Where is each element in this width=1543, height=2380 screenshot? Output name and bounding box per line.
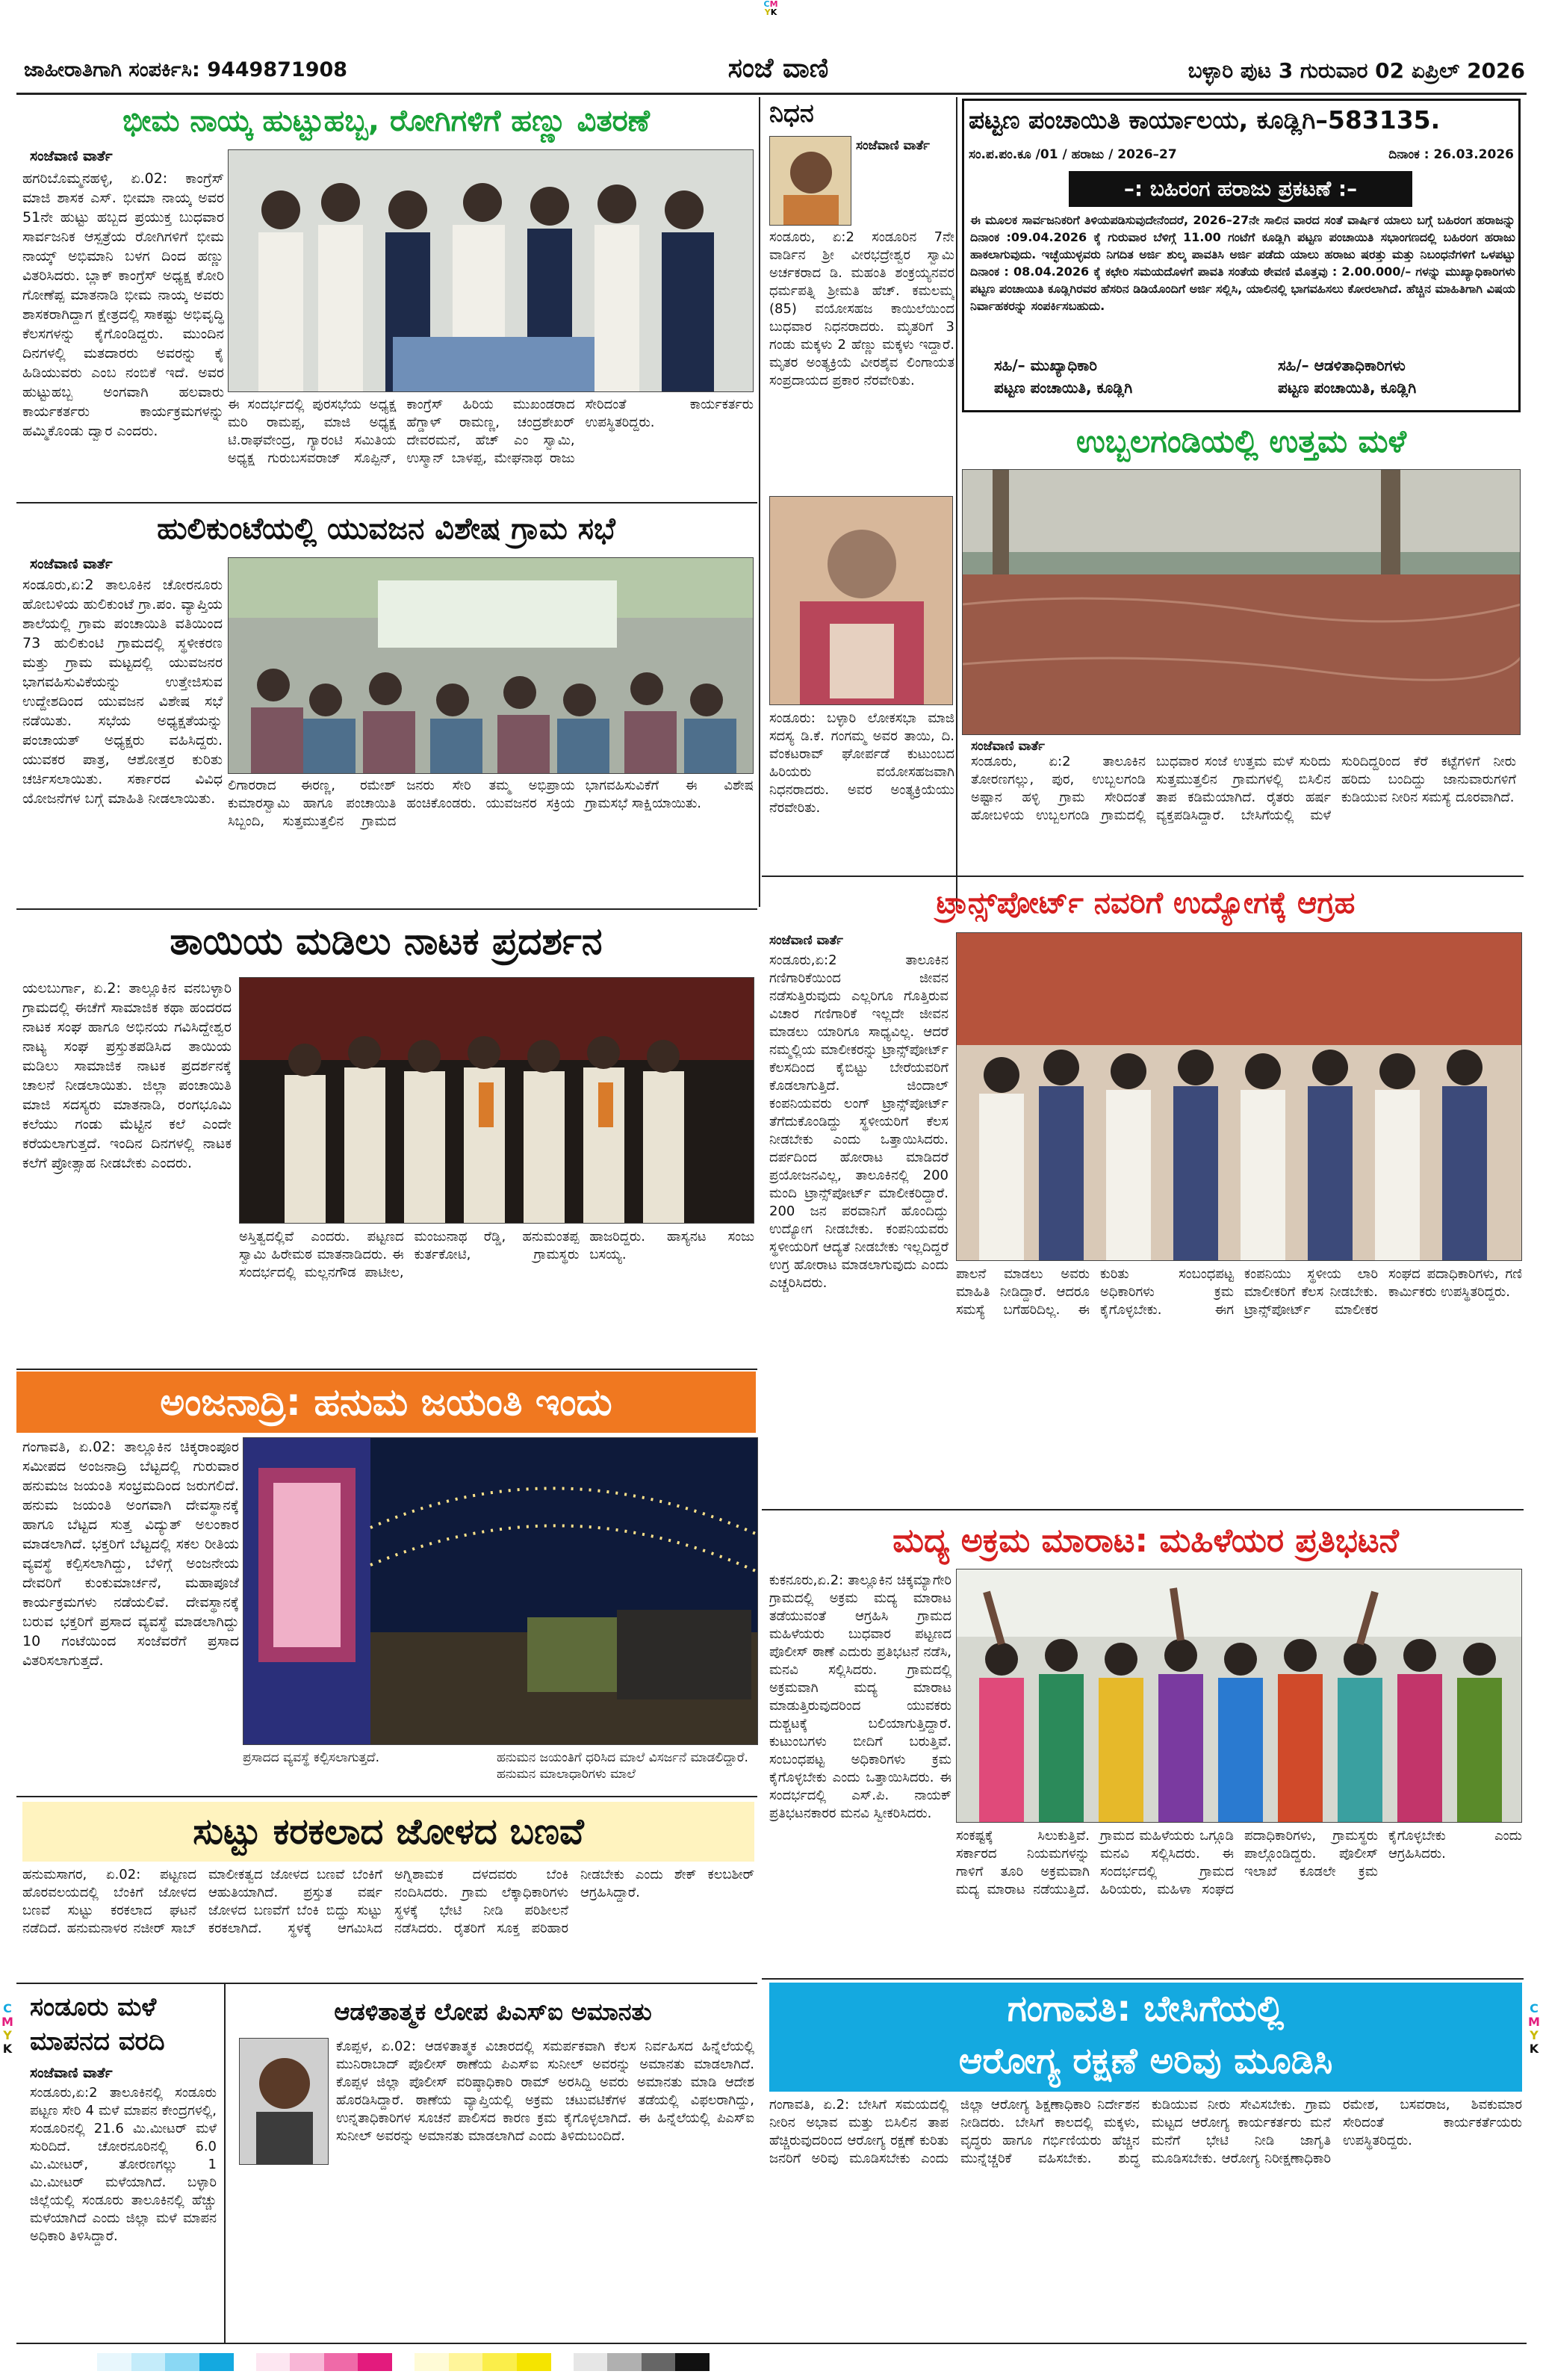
cmyk-side-left: C M Y K	[1, 2002, 13, 2056]
flooded-area-image	[963, 470, 1521, 735]
nidhana-photo-2	[769, 496, 953, 705]
sandur-rain-byline: ಸಂಜೆವಾಣಿ ವಾರ್ತೆ	[30, 2065, 113, 2081]
temple-lights-image	[243, 1438, 758, 1745]
nidhana-body2: ಸಂಡೂರು: ಬಳ್ಳಾರಿ ಲೋಕಸಭಾ ಮಾಜಿ ಸದಸ್ಯ ಡಿ.ಕೆ. ಗಂಗಮ್ಮ ಅವರ ತಾಯಿ, ದಿ. ವೆಂಕಟರಾವ್ ಘೋರ್ಪಡೆ ಕುಟುಂಬದ ಹಿರಿಯರು ವಯೋಸಹಜವಾಗಿ ನಿಧನರಾದರು. ಅವರ ಅಂತ್ಯಕ್ರಿಯೆಯು ನೆರವೇರಿತು.	[769, 710, 954, 816]
masthead	[636, 52, 920, 91]
dateline: ಬಳ್ಳಾರಿ ಪುಟ 3 ಗುರುವಾರ 02 ಏಪ್ರಿಲ್ 2026	[1187, 58, 1525, 83]
hanuma-cap1: ಪ್ರಸಾದದ ವ್ಯವಸ್ಥೆ ಕಲ್ಪಿಸಲಾಗುತ್ತದೆ.	[243, 1750, 379, 1765]
header-bar	[16, 52, 1527, 91]
sandur-rain-body: ಸಂಡೂರು,ಏ:2 ತಾಲೂಕಿನಲ್ಲಿ ಸಂಡೂರು ಪಟ್ಟಣ ಸೇರಿ 4 ಮಳೆ ಮಾಪನ ಕೇಂದ್ರಗಳಲ್ಲಿ, ಸಂಡೂರಿನಲ್ಲಿ 21.6 ಮಿ.ಮೀಟರ್ ಮಳೆ ಸುರಿದಿದೆ. ಚೋರನೂರಿನಲ್ಲಿ 6.0 ಮಿ.ಮೀಟರ್, ತೋರಣಗಲ್ಲು 1 ಮಿ.ಮೀಟರ್ ಮಳೆಯಾಗಿದೆ. ಬಳ್ಳಾರಿ ಜಿಲ್ಲೆಯಲ್ಲಿ ಸಂಡೂರು ತಾಲೂಕಿನಲ್ಲಿ ಹೆಚ್ಚು ಮಳೆಯಾಗಿದೆ ಎಂದು ಜಿಲ್ಲಾ ಮಳೆ ಮಾಪನ ಅಧಿಕಾರಿ ತಿಳಿಸಿದ್ದಾರೆ.	[30, 2085, 217, 2244]
bhima-body: ಹಗರಿಬೊಮ್ಮನಹಳ್ಳಿ, ಏ.02: ಕಾಂಗ್ರೆಸ್ ಮಾಜಿ ಶಾಸಕ ಎಸ್. ಭೀಮಾ ನಾಯ್ಕ ಅವರ 51ನೇ ಹುಟ್ಟು ಹಬ್ಬದ ಪ್ರಯುಕ್ತ ಬುಧವಾರ ಸಾರ್ವಜನಿಕ ಆಸ್ಪತ್ರೆಯ ರೋಗಿಗಳಿಗೆ ಭೀಮ ನಾಯ್ಕ್ ಅಭಿಮಾನಿ ಬಳಗ ದಿಂದ ಹಣ್ಣು ವಿತರಿಸಿದರು. ಬ್ಲಾಕ್ ಕಾಂಗ್ರೆಸ್ ಅಧ್ಯಕ್ಷ ಕೋರಿ ಗೋಣೆಪ್ಪ ಮಾತನಾಡಿ ಭೀಮ ನಾಯ್ಕ ಅವರು ಶಾಸಕರಾಗಿದ್ದಾಗ ಕ್ಷೇತ್ರದಲ್ಲಿ ಸಾಕಷ್ಟು ಅಭಿವೃದ್ಧಿ ಕೆಲಸಗಳನ್ನು ಕೈಗೊಂಡಿದ್ದರು. ಮುಂದಿನ ದಿನಗಳಲ್ಲಿ ಮತದಾರರು ಅವರನ್ನು ಕೈ ಹಿಡಿಯುವರು ಎಂಬ ನಂಬಿಕೆ ಇದೆ. ಅವರ ಹುಟ್ಟುಹಬ್ಬ ಅಂಗವಾಗಿ ಹಲವಾರು ಕಾರ್ಯಕರ್ತರು ಕಾರ್ಯಕ್ರಮಗಳನ್ನು ಹಮ್ಮಿಕೊಂಡು ದ್ವಾರ ಎಂದರು.	[22, 170, 224, 439]
hanuma-body: ಗಂಗಾವತಿ, ಏ.02: ತಾಲ್ಲೂಕಿನ ಚಿಕ್ಕರಾಂಪೂರ ಸಮೀಪದ ಅಂಜನಾದ್ರಿ ಬೆಟ್ಟದಲ್ಲಿ ಗುರುವಾರ ಹನುಮಜ ಜಯಂತಿ ಸಂಭ್ರಮದಿಂದ ಜರುಗಲಿದೆ. ಹನುಮ ಜಯಂತಿ ಅಂಗವಾಗಿ ದೇವಸ್ಥಾನಕ್ಕೆ ಹಾಗೂ ಬೆಟ್ಟದ ಸುತ್ತ ವಿದ್ಯುತ್ ಅಲಂಕಾರ ಮಾಡಲಾಗಿದೆ. ಭಕ್ತರಿಗೆ ಬೆಟ್ಟದಲ್ಲಿ ಸಕಲ ರೀತಿಯ ವ್ಯವಸ್ಥೆ ಕಲ್ಪಿಸಲಾಗಿದ್ದು, ಬೆಳಿಗ್ಗೆ ಅಂಜನೇಯ ದೇವರಿಗೆ ಕುಂಕುಮಾರ್ಚನೆ, ಮಹಾಪೂಜೆ ಕಾರ್ಯಕ್ರಮಗಳು ನಡೆಯಲಿವೆ. ದೇವಸ್ಥಾನಕ್ಕೆ ಬರುವ ಭಕ್ತರಿಗೆ ಪ್ರಸಾದ ವ್ಯವಸ್ಥೆ ಮಾಡಲಾಗಿದ್ದು 10 ಗಂಟೆಯಿಂದ ಸಂಜೆವರೆಗೆ ಪ್ರಸಾದ ವಿತರಿಸಲಾಗುತ್ತದೆ.	[22, 1439, 239, 1669]
nidhana-body: ಸಂಡೂರು, ಏ:2 ಸಂಡೂರಿನ 7ನೇ ವಾರ್ಡಿನ ಶ್ರೀ ವೀರಭದ್ರೇಶ್ವರ ಸ್ವಾಮಿ ಅರ್ಚಕರಾದ ಡಿ. ಮಹಂತಿ ಶಂಕ್ರಯ್ಯನವರ ಧರ್ಮಪತ್ನಿ ಶ್ರೀಮತಿ ಹೆಚ್. ಕಮಲಮ್ಮ (85) ವಯೋಸಹಜ ಕಾಯಿಲೆಯಿಂದ ಬುಧವಾರ ನಿಧನರಾದರು. ಮೃತರಿಗೆ 3 ಗಂಡು ಮಕ್ಕಳು 2 ಹೆಣ್ಣು ಮಕ್ಕಳು ಇದ್ದಾರೆ. ಮೃತರ ಅಂತ್ಯಕ್ರಿಯೆ ವೀರಶೈವ ಲಿಂಗಾಯತ ಸಂಪ್ರದಾಯದ ಪ್ರಕಾರ ನೆರವೇರಿತು.	[769, 229, 954, 388]
ubbalagandi-headline: ಉಬ್ಬಲಗಂಡಿಯಲ್ಲಿ ಉತ್ತಮ ಮಳೆ	[1075, 423, 1407, 459]
bhima-byline: ಸಂಜೆವಾಣಿ ವಾರ್ತೆ	[30, 148, 113, 164]
tayiya-caption: ಅಸ್ತಿತ್ವದಲ್ಲಿವೆ ಎಂದರು. ಪಟ್ಟಣದ ಸ್ವಾಮಿ ಹಿರೇಮಠ ಮಾತನಾಡಿದರು. ಈ ಸಂದರ್ಭದಲ್ಲಿ ಮಲ್ಲನಗೌಡ ಪಾಟೀಲ, ಮಂಜುನಾಥ ರೆಡ್ಡಿ, ಹನುಮಂತಪ್ಪ ಕುರ್ತಕೋಟಿ, ಗ್ರಾಮಸ್ಥರು ಹಾಜರಿದ್ದರು. ಹಾಸ್ಯನಟ ಸಂಜು ಬಸಯ್ಯ.	[239, 1229, 754, 1280]
notice-sig-left-1: ಸಹಿ/– ಮುಖ್ಯಾಧಿಕಾರಿ	[994, 356, 1097, 374]
protest-group-image	[957, 933, 1522, 1261]
transport-body2: ಪಾಲನೆ ಮಾಡಲು ಅವರು ಮಾಹಿತಿ ನೀಡಿದ್ದಾರೆ. ಆದರೂ ಸಮಸ್ಯೆ ಬಗೆಹರಿದಿಲ್ಲ. ಈ ಕುರಿತು ಸಂಬಂಧಪಟ್ಟ ಅಧಿಕಾರಿಗಳು ಕ್ರಮ ಕೈಗೊಳ್ಳಬೇಕು. ಈಗ ಕಂಪನಿಯು ಸ್ಥಳೀಯ ಲಾರಿ ಮಾಲೀಕರಿಗೆ ಕೆಲಸ ನೀಡಬೇಕು. ಟ್ರಾನ್ಸ್‌ಪೋರ್ಟ್ ಮಾಲೀಕರ ಸಂಘದ ಪದಾಧಿಕಾರಿಗಳು, ಗಣಿ ಕಾರ್ಮಿಕರು ಉಪಸ್ಥಿತರಿದ್ದರು.	[956, 1266, 1522, 1318]
suttu-body: ಹನುಮಸಾಗರ, ಏ.02: ಪಟ್ಟಣದ ಹೊರವಲಯದಲ್ಲಿ ಬೆಂಕಿಗೆ ಜೋಳದ ಬಣವೆ ಸುಟ್ಟು ಕರಕಲಾದ ಘಟನೆ ನಡೆದಿದೆ. ಹನುಮನಾಳರ ನಜೀರ್ ಸಾಬ್ ಮಾಲೀಕತ್ವದ ಜೋಳದ ಬಣವೆ ಬೆಂಕಿಗೆ ಆಹುತಿಯಾಗಿದೆ. ಪ್ರಸ್ತುತ ವರ್ಷ ಜೋಳದ ಬಣವೆಗೆ ಬೆಂಕಿ ಬಿದ್ದು ಸುಟ್ಟು ಕರಕಲಾಗಿದೆ. ಸ್ಥಳಕ್ಕೆ ಆಗಮಿಸಿದ ಅಗ್ನಿಶಾಮಕ ದಳದವರು ಬೆಂಕಿ ನಂದಿಸಿದರು. ಗ್ರಾಮ ಲೆಕ್ಕಾಧಿಕಾರಿಗಳು ಸ್ಥಳಕ್ಕೆ ಭೇಟಿ ನೀಡಿ ಪರಿಶೀಲನೆ ನಡೆಸಿದರು. ರೈತರಿಗೆ ಸೂಕ್ತ ಪರಿಹಾರ ನೀಡಬೇಕು ಎಂದು ಶೇಕ್ ಕಲಬಶೀರ್ ಆಗ್ರಹಿಸಿದ್ದಾರೆ.	[22, 1867, 754, 1936]
ubbalagandi-body: ಸಂಡೂರು, ಏ:2 ತಾಲೂಕಿನ ತೋರಣಗಲ್ಲು, ಪುರ, ಉಬ್ಬಲಗಂಡಿ ಅಷ್ಟಾನ ಹಳ್ಳಿ ಗ್ರಾಮ ಸೇರಿದಂತೆ ಹೋಬಳಿಯ ಉಬ್ಬಲಗಂಡಿ ಗ್ರಾಮದಲ್ಲಿ ಬುಧವಾರ ಸಂಜೆ ಉತ್ತಮ ಮಳೆ ಸುರಿದು ಸುತ್ತಮುತ್ತಲಿನ ಗ್ರಾಮಗಳಲ್ಲಿ ಬಿಸಿಲಿನ ತಾಪ ಕಡಿಮೆಯಾಗಿದೆ. ರೈತರು ಹರ್ಷ ವ್ಯಕ್ತಪಡಿಸಿದ್ದಾರೆ. ಬೇಸಿಗೆಯಲ್ಲಿ ಮಳೆ ಸುರಿದಿದ್ದರಿಂದ ಕೆರೆ ಕಟ್ಟೆಗಳಿಗೆ ನೀರು ಹರಿದು ಬಂದಿದ್ದು ಜಾನುವಾರುಗಳಿಗೆ ಕುಡಿಯುವ ನೀರಿನ ಸಮಸ್ಯೆ ದೂರವಾಗಿದೆ.	[971, 754, 1516, 823]
halikunte-photo	[228, 557, 754, 774]
nidhana-photo-1	[769, 136, 851, 226]
halikunte-headline: ಹುಲಿಕುಂಟೆಯಲ್ಲಿ ಯುವಜನ ವಿಶೇಷ ಗ್ರಾಮ ಸಭೆ	[157, 512, 615, 546]
auction-notice	[962, 99, 1521, 412]
sandur-rain-line2: ಮಾಪನದ ವರದಿ	[30, 2027, 165, 2057]
portrait-image	[240, 2039, 329, 2165]
madya-photo	[956, 1569, 1522, 1823]
ubbalagandi-byline: ಸಂಜೆವಾಣಿ ವಾರ್ತೆ	[971, 739, 1045, 754]
portrait-image	[770, 137, 851, 226]
gangavati-headline	[769, 1983, 1522, 2092]
gangavati-line2: ಆರೋಗ್ಯ ರಕ್ಷಣೆ ಅರಿವು ಮೂಡಿಸಿ	[958, 2040, 1333, 2082]
madya-body: ಕುಕನೂರು,ಏ.2: ತಾಲ್ಲೂಕಿನ ಚಿಕ್ಕಮ್ಯಾಗೇರಿ ಗ್ರಾಮದಲ್ಲಿ ಅಕ್ರಮ ಮದ್ಯ ಮಾರಾಟ ತಡೆಯುವಂತೆ ಆಗ್ರಹಿಸಿ ಗ್ರಾಮದ ಮಹಿಳೆಯರು ಬುಧವಾರ ಪಟ್ಟಣದ ಪೊಲೀಸ್ ಠಾಣೆ ಎದುರು ಪ್ರತಿಭಟನೆ ನಡೆಸಿ, ಮನವಿ ಸಲ್ಲಿಸಿದರು. ಗ್ರಾಮದಲ್ಲಿ ಅಕ್ರಮವಾಗಿ ಮದ್ಯ ಮಾರಾಟ ಮಾಡುತ್ತಿರುವುದರಿಂದ ಯುವಕರು ದುಶ್ಚಟಕ್ಕೆ ಬಲಿಯಾಗುತ್ತಿದ್ದಾರೆ. ಕುಟುಂಬಗಳು ಬೀದಿಗೆ ಬರುತ್ತಿವೆ. ಸಂಬಂಧಪಟ್ಟ ಅಧಿಕಾರಿಗಳು ಕ್ರಮ ಕೈಗೊಳ್ಳಬೇಕು ಎಂದು ಒತ್ತಾಯಿಸಿದರು. ಈ ಸಂದರ್ಭದಲ್ಲಿ ಎಸ್.ಪಿ. ನಾಯಕ್ ಪ್ರತಿಭಟನಕಾರರ ಮನವಿ ಸ್ವೀಕರಿಸಿದರು.	[769, 1572, 951, 1821]
hanuma-photo	[243, 1437, 758, 1745]
tayiya-headline: ತಾಯಿಯ ಮಡಿಲು ನಾಟಕ ಪ್ರದರ್ಶನ	[170, 919, 603, 963]
madya-body-cont: ಸಂಕಷ್ಟಕ್ಕೆ ಸಿಲುಕುತ್ತಿವೆ. ಸರ್ಕಾರದ ನಿಯಮಗಳನ್ನು ಗಾಳಿಗೆ ತೂರಿ ಅಕ್ರಮವಾಗಿ ಮದ್ಯ ಮಾರಾಟ ನಡೆಯುತ್ತಿದೆ. ಗ್ರಾಮದ ಮಹಿಳೆಯರು ಒಗ್ಗೂಡಿ ಮನವಿ ಸಲ್ಲಿಸಿದರು. ಈ ಸಂದರ್ಭದಲ್ಲಿ ಗ್ರಾಮದ ಹಿರಿಯರು, ಮಹಿಳಾ ಸಂಘದ ಪದಾಧಿಕಾರಿಗಳು, ಗ್ರಾಮಸ್ಥರು ಪಾಲ್ಗೊಂಡಿದ್ದರು. ಪೊಲೀಸ್ ಇಲಾಖೆ ಕೂಡಲೇ ಕ್ರಮ ಕೈಗೊಳ್ಳಬೇಕು ಎಂದು ಆಗ್ರಹಿಸಿದರು.	[956, 1828, 1522, 1897]
transport-byline: ಸಂಜೆವಾಣಿ ವಾರ್ತೆ	[769, 933, 843, 948]
sandur-rain-headline	[30, 1990, 217, 2062]
bhima-caption: ಈ ಸಂದರ್ಭದಲ್ಲಿ ಪುರಸಭೆಯ ಅಧ್ಯಕ್ಷ ಮರಿ ರಾಮಪ್ಪ, ಮಾಜಿ ಅಧ್ಯಕ್ಷ ಟಿ.ರಾಘವೇಂದ್ರ, ಗ್ಯಾರಂಟಿ ಸಮಿತಿಯ ಅಧ್ಯಕ್ಷ ಗುರುಬಸವರಾಜ್ ಸೊಪ್ಪಿನ್, ಕಾಂಗ್ರೆಸ್ ಹಿರಿಯ ಮುಖಂಡರಾದ ಹೆಗ್ಡಾಳ್ ರಾಮಣ್ಣ, ಚಂದ್ರಶೇಖರ್ ದೇವರಮನೆ, ಹೆಚ್ ಎಂ ಸ್ವಾಮಿ, ಉಸ್ಮಾನ್ ಬಾಳಪ್ಪ, ಮೇಘನಾಥ ರಾಜು ಸೇರಿದಂತೆ ಕಾರ್ಯಕರ್ತರು ಉಪಸ್ಥಿತರಿದ್ದರು.	[228, 397, 754, 466]
notice-office: ಪಟ್ಟಣ ಪಂಚಾಯಿತಿ ಕಾರ್ಯಾಲಯ, ಕೂಡ್ಲಿಗಿ–583135.	[969, 105, 1441, 134]
notice-ref: ಸಂ.ಪ.ಪಂ.ಕೂ /01 / ಹರಾಜು / 2026–27	[969, 147, 1177, 162]
women-protest-image	[957, 1569, 1522, 1823]
group-people-image	[229, 150, 754, 392]
cmyk-side-right: C M Y K	[1528, 2002, 1540, 2056]
hanuma-cap2: ಹನುಮನ ಜಯಂತಿಗೆ ಧರಿಸಿದ ಮಾಲೆ ವಿಸರ್ಜನೆ ಮಾಡಲಿದ್ದಾರೆ. ಹನುಮನ ಮಾಲಾಧಾರಿಗಳು ಮಾಲೆ	[497, 1750, 748, 1782]
nidhana-byline: ಸಂಜೆವಾಣಿ ವಾರ್ತೆ	[856, 138, 930, 153]
ad-contact: ಜಾಹೀರಾತಿಗಾಗಿ ಸಂಪರ್ಕಿಸಿ: 9449871908	[24, 58, 348, 81]
psi-photo	[239, 2038, 329, 2165]
elderly-portrait-image	[770, 497, 953, 705]
halikunte-body: ಸಂಡೂರು,ಏ:2 ತಾಲೂಕಿನ ಚೋರನೂರು ಹೋಬಳಿಯ ಹುಲಿಕುಂಟೆ ಗ್ರಾ.ಪಂ. ವ್ಯಾಪ್ತಿಯ ಶಾಲೆಯಲ್ಲಿ ಗ್ರಾಮ ಪಂಚಾಯಿತಿ ವತಿಯಿಂದ 73 ಹುಲಿಕುಂಟಿ ಗ್ರಾಮದಲ್ಲಿ ಸ್ಥಳೀಕರಣ ಮತ್ತು ಗ್ರಾಮ ಮಟ್ಟದಲ್ಲಿ ಯುವಜನರ ಭಾಗವಹಿಸುವಿಕೆಯನ್ನು ಉತ್ತೇಜಿಸುವ ಉದ್ದೇಶದಿಂದ ಯುವಜನ ವಿಶೇಷ ಸಭೆ ನಡೆಯಿತು. ಸಭೆಯ ಅಧ್ಯಕ್ಷತೆಯನ್ನು ಪಂಚಾಯತ್ ಅಧ್ಯಕ್ಷರು ವಹಿಸಿದ್ದರು. ಯುವಕರ ಪಾತ್ರ, ಆಶೋತ್ತರ ಕುರಿತು ಚರ್ಚಿಸಲಾಯಿತು. ಸರ್ಕಾರದ ವಿವಿಧ ಯೋಜನೆಗಳ ಬಗ್ಗೆ ಮಾಹಿತಿ ನೀಡಲಾಯಿತು.	[22, 577, 223, 807]
bhima-headline: ಭೀಮ ನಾಯ್ಕ ಹುಟ್ಟುಹಬ್ಬ, ರೋಗಿಗಳಿಗೆ ಹಣ್ಣು ವಿತರಣೆ	[122, 104, 650, 138]
suttu-headline: ಸುಟ್ಟು ಕರಕಲಾದ ಜೋಳದ ಬಣವೆ	[22, 1802, 754, 1862]
halikunte-caption: ಲಿಗಾರರಾದ ಈರಣ್ಣ, ರಮೇಶ್ ಕುಮಾರಸ್ವಾಮಿ ಹಾಗೂ ಪಂಚಾಯಿತಿ ಸಿಬ್ಬಂದಿ, ಸುತ್ತಮುತ್ತಲಿನ ಗ್ರಾಮದ ಜನರು ಸೇರಿ ತಮ್ಮ ಅಭಿಪ್ರಾಯ ಹಂಚಿಕೊಂಡರು. ಯುವಜನರ ಸಕ್ರಿಯ ಭಾಗವಹಿಸುವಿಕೆಗೆ ಈ ವಿಶೇಷ ಗ್ರಾಮಸಭೆ ಸಾಕ್ಷಿಯಾಯಿತು.	[228, 778, 754, 829]
notice-body: ಈ ಮೂಲಕ ಸಾರ್ವಜನಿಕರಿಗೆ ತಿಳಿಯಪಡಿಸುವುದೇನೆಂದರೆ, 2026–27ನೇ ಸಾಲಿನ ವಾರದ ಸಂತೆ ವಾರ್ಷಿಕ ಯಾಲು ಬಗ್ಗೆ ಬಹಿರಂಗ ಹರಾಜನ್ನು ದಿನಾಂಕ :09.04.2026 ಕ್ಕೆ ಗುರುವಾರ ಬೆಳಿಗ್ಗೆ 11.00 ಗಂಟೆಗೆ ಕೂಡ್ಲಿಗಿ ಪಟ್ಟಣ ಪಂಚಾಯಿತಿ ಸಭಾಂಗಣದಲ್ಲಿ ಬಹಿರಂಗ ಹರಾಜು ಹಾಕಲಾಗುವುದು. ಇಚ್ಛೆಯುಳ್ಳವರು ನಿಗದಿತ ಅರ್ಜಿ ಶುಲ್ಕ ಪಾವತಿಸಿ ಅರ್ಜಿ ಪಡೆದು ಯಾಲು ಹರಾಜು ಷರತ್ತು ಮತ್ತು ನಿಬಂಧನೆಗಳಿಗೆ ಒಳಪಟ್ಟು ದಿನಾಂಕ : 08.04.2026 ಕ್ಕೆ ಕಛೇರಿ ಸಮಯದೊಳಗೆ ಪಾವತಿ ಸಂತೆಯ ಠೇವಣಿ ಮೊತ್ತವು : 2.00.000/– ಗಳನ್ನು ಮುಖ್ಯಾಧಿಕಾರಿಗಳು ಪಟ್ಟಣ ಪಂಚಾಯಿತಿ ಕೂಡ್ಲಿಗಿರವರ ಹೆಸರಿನ ಡಿಡಿಯೊಂದಿಗೆ ಅರ್ಜಿ ಸಲ್ಲಿಸಿ, ಯಾಲಿನಲ್ಲಿ ಭಾಗವಹಿಸಲು ಕೋರಲಾಗಿದೆ. ಹೆಚ್ಚಿನ ಮಾಹಿತಿಗಾಗಿ ವಿಷಯ ನಿರ್ವಾಹಕರನ್ನು ಸಂಪರ್ಕಿಸಬಹುದು.	[970, 213, 1515, 313]
transport-body: ಸಂಡೂರು,ಏ:2 ತಾಲೂಕಿನ ಗಣಿಗಾರಿಕೆಯಿಂದ ಜೀವನ ನಡೆಸುತ್ತಿರುವುದು ಎಲ್ಲರಿಗೂ ಗೊತ್ತಿರುವ ವಿಚಾರ ಗಣಿಗಾರಿಕೆ ಇಲ್ಲದೇ ಜೀವನ ಮಾಡಲು ಯಾರಿಗೂ ಸಾಧ್ಯವಿಲ್ಲ. ಆದರೆ ನಮ್ಮಲ್ಲಿಯ ಮಾಲೀಕರನ್ನು ಟ್ರಾನ್ಸ್‌ಪೋರ್ಟ್ ಕೆಲಸದಿಂದ ಕೈಬಿಟ್ಟು ಬೇರೆಯವರಿಗೆ ಕೊಡಲಾಗುತ್ತಿದೆ. ಜಿಂದಾಲ್ ಕಂಪನಿಯವರು ಲಂಗ್ ಟ್ರಾನ್ಸ್‌ಪೋರ್ಟ್ ತೆಗೆದುಕೊಂಡಿದ್ದು ಸ್ಥಳೀಯರಿಗೆ ಕೆಲಸ ನೀಡಬೇಕು ಎಂದು ಒತ್ತಾಯಿಸಿದರು. ದರ್ಪದಿಂದ ಹೋರಾಟ ಮಾಡಿದರೆ ಪ್ರಯೋಜನವಿಲ್ಲ, ತಾಲೂಕಿನಲ್ಲಿ 200 ಮಂದಿ ಟ್ರಾನ್ಸ್‌ಪೋರ್ಟ್ ಮಾಲೀಕರಿದ್ದಾರೆ. 200 ಜನ ಪರವಾನಿಗೆ ಹೊಂದಿದ್ದು ಉದ್ಯೋಗ ನೀಡಬೇಕು. ಕಂಪನಿಯವರು ಸ್ಥಳೀಯರಿಗೆ ಆದ್ಯತೆ ನೀಡಬೇಕು ಇಲ್ಲದಿದ್ದರೆ ಉಗ್ರ ಹೋರಾಟ ಮಾಡಲಾಗುವುದು ಎಂದು ಎಚ್ಚರಿಸಿದರು.	[769, 952, 949, 1291]
stage-event-image	[240, 978, 754, 1224]
halikunte-byline: ಸಂಜೆವಾಣಿ ವಾರ್ತೆ	[30, 556, 113, 572]
masthead-title: ಸಂಜೆ ವಾಣಿ	[727, 52, 829, 84]
notice-sig-right-2: ಪಟ್ಟಣ ಪಂಚಾಯಿತಿ, ಕೂಡ್ಲಿಗಿ	[1278, 379, 1417, 397]
meeting-hall-image	[229, 558, 754, 774]
nidhana-headline: ನಿಧನ	[769, 99, 814, 128]
sandur-rain-line1: ಸಂಡೂರು ಮಳೆ	[30, 1992, 157, 2022]
notice-date: ದಿನಾಂಕ : 26.03.2026	[1388, 147, 1514, 162]
gangavati-line1: ಗಂಗಾವತಿ: ಬೇಸಿಗೆಯಲ್ಲಿ	[1007, 1988, 1285, 2030]
color-calibration-bar	[97, 2353, 710, 2371]
tayiya-body: ಯಲಬುರ್ಗಾ, ಏ.2: ತಾಲ್ಲೂಕಿನ ವನಬಳ್ಳಾರಿ ಗ್ರಾಮದಲ್ಲಿ ಈಚೆಗೆ ಸಾಮಾಜಿಕ ಕಥಾ ಹಂದರದ ನಾಟಕ ಸಂಘ ಹಾಗೂ ಅಭಿನಯ ಗವಿಸಿದ್ದೇಶ್ವರ ನಾಟ್ಯ ಸಂಘ ಪ್ರಸ್ತುತಪಡಿಸಿದ ತಾಯಿಯ ಮಡಿಲು ಸಾಮಾಜಿಕ ನಾಟಕ ಪ್ರದರ್ಶನಕ್ಕೆ ಚಾಲನೆ ನೀಡಲಾಯಿತು. ಜಿಲ್ಲಾ ಪಂಚಾಯಿತಿ ಮಾಜಿ ಸದಸ್ಯರು ಮಾತನಾಡಿ, ರಂಗಭೂಮಿ ಕಲೆಯು ಗಂಡು ಮೆಟ್ಟಿನ ಕಲೆ ಎಂದೇ ಕರೆಯಲಾಗುತ್ತದೆ. ಇಂದಿನ ದಿನಗಳಲ್ಲಿ ನಾಟಕ ಕಲೆಗೆ ಪ್ರೋತ್ಸಾಹ ನೀಡಬೇಕು ಎಂದರು.	[22, 980, 232, 1171]
notice-sig-right-1: ಸಹಿ/– ಆಡಳಿತಾಧಿಕಾರಿಗಳು	[1278, 356, 1406, 374]
adalita-body: ಕೊಪ್ಪಳ, ಏ.02: ಆಡಳಿತಾತ್ಮಕ ವಿಚಾರದಲ್ಲಿ ಸಮರ್ಪಕವಾಗಿ ಕೆಲಸ ನಿರ್ವಹಿಸದ ಹಿನ್ನೆಲೆಯಲ್ಲಿ ಮುನಿರಾಬಾದ್ ಪೊಲೀಸ್ ಠಾಣೆಯ ಪಿಎಸ್‌ಐ ಸುನೀಲ್ ಅವರನ್ನು ಅಮಾನತು ಮಾಡಲಾಗಿದೆ. ಕೊಪ್ಪಳ ಜಿಲ್ಲಾ ಪೊಲೀಸ್ ವರಿಷ್ಠಾಧಿಕಾರಿ ರಾಮ್ ಅರಸಿದ್ದಿ ಅವರು ಅಮಾನತು ಮಾಡಿ ಆದೇಶ ಹೊರಡಿಸಿದ್ದಾರೆ. ಠಾಣೆಯ ವ್ಯಾಪ್ತಿಯಲ್ಲಿ ಅಕ್ರಮ ಚಟುವಟಿಕೆಗಳ ತಡೆಯಲ್ಲಿ ವಿಫಲರಾಗಿದ್ದು, ಉನ್ನತಾಧಿಕಾರಿಗಳ ಸೂಚನೆ ಪಾಲಿಸದ ಕಾರಣ ಕ್ರಮ ಕೈಗೊಳ್ಳಲಾಗಿದೆ. ಈ ಹಿನ್ನೆಲೆಯಲ್ಲಿ ಪಿಎಸ್‌ಐ ಸುನೀಲ್ ಅವರನ್ನು ಅಮಾನತು ಮಾಡಲಾಗಿದೆ ಎಂದು ತಿಳಿದುಬಂದಿದೆ.	[336, 2039, 754, 2144]
notice-sig-left-2: ಪಟ್ಟಣ ಪಂಚಾಯಿತಿ, ಕೂಡ್ಲಿಗಿ	[994, 379, 1133, 397]
bhima-photo	[228, 149, 754, 392]
hanuma-headline: ಅಂಜನಾದ್ರಿ: ಹನುಮ ಜಯಂತಿ ಇಂದು	[16, 1372, 756, 1433]
madya-headline: ಮದ್ಯ ಅಕ್ರಮ ಮಾರಾಟ: ಮಹಿಳೆಯರ ಪ್ರತಿಭಟನೆ	[892, 1521, 1399, 1560]
registration-mark-top: CM YK	[763, 0, 778, 17]
gangavati-body: ಗಂಗಾವತಿ, ಏ.2: ಬೇಸಿಗೆ ಸಮಯದಲ್ಲಿ ನೀರಿನ ಅಭಾವ ಮತ್ತು ಬಿಸಿಲಿನ ತಾಪ ಹೆಚ್ಚಿರುವುದರಿಂದ ಆರೋಗ್ಯ ರಕ್ಷಣೆ ಕುರಿತು ಜನರಿಗೆ ಅರಿವು ಮೂಡಿಸಬೇಕು ಎಂದು ಜಿಲ್ಲಾ ಆರೋಗ್ಯ ಶಿಕ್ಷಣಾಧಿಕಾರಿ ನಿರ್ದೇಶನ ನೀಡಿದರು. ಬೇಸಿಗೆ ಕಾಲದಲ್ಲಿ ಮಕ್ಕಳು, ವೃದ್ಧರು ಹಾಗೂ ಗರ್ಭಿಣಿಯರು ಹೆಚ್ಚಿನ ಮುನ್ನೆಚ್ಚರಿಕೆ ವಹಿಸಬೇಕು. ಶುದ್ಧ ಕುಡಿಯುವ ನೀರು ಸೇವಿಸಬೇಕು. ಗ್ರಾಮ ಮಟ್ಟದ ಆರೋಗ್ಯ ಕಾರ್ಯಕರ್ತರು ಮನೆ ಮನೆಗೆ ಭೇಟಿ ನೀಡಿ ಜಾಗೃತಿ ಮೂಡಿಸಬೇಕು. ಆರೋಗ್ಯ ನಿರೀಕ್ಷಣಾಧಿಕಾರಿ ರಮೇಶ, ಬಸವರಾಜ, ಶಿವಕುಮಾರ ಸೇರಿದಂತೆ ಕಾರ್ಯಕರ್ತೆಯರು ಉಪಸ್ಥಿತರಿದ್ದರು.	[769, 2097, 1522, 2166]
ubbalagandi-photo	[962, 469, 1521, 735]
transport-headline: ಟ್ರಾನ್ಸ್‌ಪೋರ್ಟ್ ನವರಿಗೆ ಉದ್ಯೋಗಕ್ಕೆ ಆಗ್ರಹ	[936, 886, 1356, 920]
notice-title: –: ಬಹಿರಂಗ ಹರಾಜು ಪ್ರಕಟಣೆ :–	[1069, 171, 1412, 207]
adalita-headline: ಆಡಳಿತಾತ್ಮಕ ಲೋಪ ಪಿಎಸ್‌ಐ ಅಮಾನತು	[334, 1997, 652, 2026]
transport-photo	[956, 932, 1522, 1261]
tayiya-photo	[239, 977, 754, 1224]
